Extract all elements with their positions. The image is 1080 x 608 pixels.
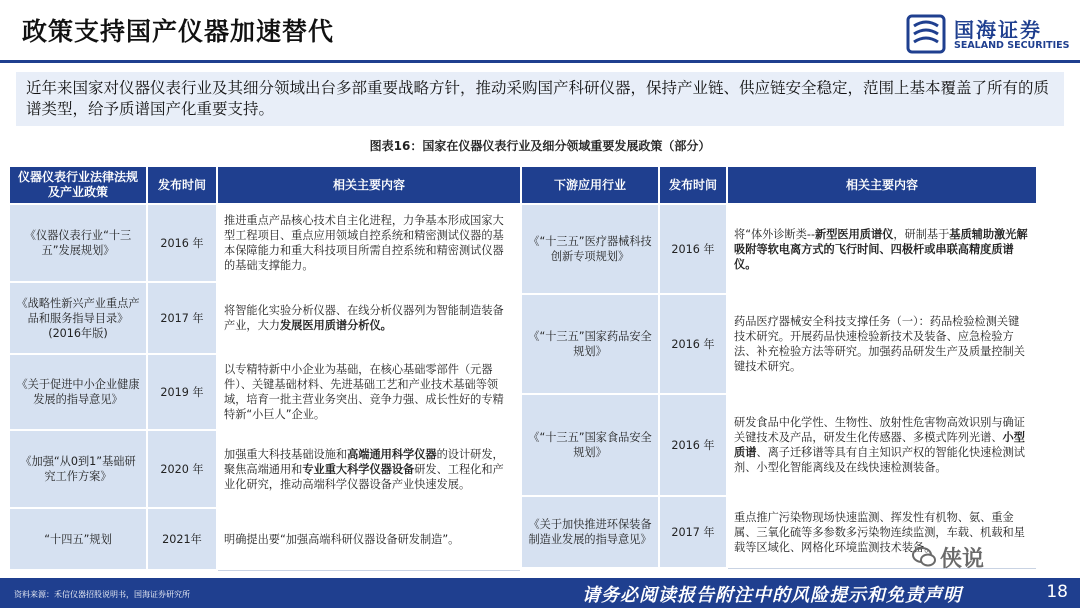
disclaimer-text: 请务必阅读报告附注中的风险提示和免责声明 bbox=[582, 585, 962, 606]
right-policy-cell: 《“十三五”国家药品安全规划》 bbox=[521, 294, 659, 394]
footer-bar bbox=[0, 578, 1080, 608]
content-text: 明确提出要“加强高端科研仪器设备研发制造”。 bbox=[224, 532, 460, 546]
right-policy-cell: 《“十三五”国家食品安全规划》 bbox=[521, 394, 659, 496]
brand-logo bbox=[906, 14, 1070, 58]
left-row bbox=[9, 204, 521, 282]
left-policy-cell: 《关于促进中小企业健康发展的指导意见》 bbox=[9, 354, 147, 430]
left-content-cell bbox=[217, 508, 521, 570]
intro-box bbox=[16, 72, 1064, 126]
left-header-date: 发布时间 bbox=[147, 166, 217, 204]
left-policy-cell: 《加强“从0到1”基础研究工作方案》 bbox=[9, 430, 147, 508]
left-date-cell: 2021年 bbox=[147, 508, 217, 570]
right-date-cell: 2016 年 bbox=[659, 204, 727, 294]
right-content-cell bbox=[727, 496, 1037, 568]
right-date-cell: 2016 年 bbox=[659, 394, 727, 496]
content-highlight: 基质辅助激光解吸附等软电离方式的飞行时间、四极杆或串联高精度质谱仪。 bbox=[734, 227, 1028, 271]
left-row bbox=[9, 430, 521, 508]
left-policy-cell: 《战略性新兴产业重点产品和服务指导目录》(2016年版) bbox=[9, 282, 147, 354]
left-policy-table bbox=[8, 165, 522, 571]
content-text: 加强重大科技基础设施和 bbox=[224, 447, 348, 461]
logo-en-text: SEALAND SECURITIES bbox=[954, 40, 1070, 51]
left-content-cell bbox=[217, 354, 521, 430]
content-text: 推进重点产品核心技术自主化进程，力争基本形成国家大型工程项目、重点应用领域自控系统和精密测试仪器的基本保障能力和重大科技项目所需自控系统和精密测试仪器的基础支撑能力。 bbox=[224, 214, 504, 272]
left-date-cell: 2019 年 bbox=[147, 354, 217, 430]
content-text: 将智能化实验分析仪器、在线分析仪器列为智能制造装备产业，大力 bbox=[224, 304, 504, 332]
left-header-content: 相关主要内容 bbox=[217, 166, 521, 204]
left-header-policy: 仪器仪表行业法律法规及产业政策 bbox=[9, 166, 147, 204]
right-row bbox=[521, 204, 1037, 294]
content-text: 研发食品中化学性、生物性、放射性危害物高效识别与确证关键技术及产品，研发生化传感器、多模式阵列光谱、 bbox=[734, 416, 1025, 444]
left-date-cell: 2017 年 bbox=[147, 282, 217, 354]
logo-cn-text: 国海证券 bbox=[954, 18, 1042, 42]
content-text: ，研制基于 bbox=[893, 227, 950, 241]
left-content-cell bbox=[217, 204, 521, 282]
left-policy-cell: “十四五”规划 bbox=[9, 508, 147, 570]
left-content-cell bbox=[217, 282, 521, 354]
content-text: 将“体外诊断类-- bbox=[734, 227, 815, 241]
page-number: 18 bbox=[1046, 582, 1068, 602]
content-text: 药品医疗器械安全科技支撑任务（一）：药品检验检测关键技术研究。开展药品快速检验新技术及装备、应急检验方法、补充检验方法等研究。加强药品研发生产及质量控制关键技术研究。 bbox=[734, 315, 1025, 373]
content-highlight: 发展医用质谱分析仪。 bbox=[279, 319, 392, 332]
watermark-text: 侠说 bbox=[940, 547, 985, 572]
table-caption: 图表16：国家在仪器仪表行业及细分领域重要发展政策（部分） bbox=[369, 139, 711, 153]
right-policy-table bbox=[520, 165, 1038, 569]
content-highlight: 小型质谱 bbox=[734, 431, 1025, 459]
content-highlight: 高端通用科学仪器 bbox=[347, 447, 437, 461]
left-content-cell bbox=[217, 430, 521, 508]
sealand-logo-icon bbox=[906, 14, 946, 54]
right-policy-cell: 《“十三五”医疗器械科技创新专项规划》 bbox=[521, 204, 659, 294]
content-text: 、离子迁移谱等具有自主知识产权的智能化快速检测试剂、小型化智能离线及在线快速检测装备。 bbox=[734, 446, 1025, 474]
right-date-cell: 2016 年 bbox=[659, 294, 727, 394]
left-row bbox=[9, 508, 521, 570]
content-highlight: 专业重大科学仪器设备 bbox=[302, 462, 415, 476]
right-header-content: 相关主要内容 bbox=[727, 166, 1037, 204]
left-date-cell: 2020 年 bbox=[147, 430, 217, 508]
right-row bbox=[521, 394, 1037, 496]
left-policy-cell: 《仪器仪表行业“十三五”发展规划》 bbox=[9, 204, 147, 282]
content-highlight: 新型医用质谱仪 bbox=[815, 227, 894, 241]
header-divider bbox=[0, 60, 1080, 63]
intro-text: 近年来国家对仪器仪表行业及其细分领域出台多部重要战略方针，推动采购国产科研仪器，保持产业链、供应链安全稳定，范围上基本覆盖了所有的质谱类型，给予质谱国产化重要支持。 bbox=[26, 79, 1050, 118]
right-header-industry: 下游应用行业 bbox=[521, 166, 659, 204]
right-content-cell bbox=[727, 394, 1037, 496]
page-title: 政策支持国产仪器加速替代 bbox=[22, 17, 335, 46]
content-text: 以专精特新中小企业为基础，在核心基础零部件（元器件）、关键基础材料、先进基础工艺和产业技术基础等领域，培育一批主营业务突出、竞争力强、成长性好的专精特新“小巨人”企业。 bbox=[224, 363, 504, 421]
content-text: 的设计研发，聚焦高端通用和 bbox=[224, 447, 504, 476]
left-row bbox=[9, 282, 521, 354]
chat-bubble-icon bbox=[912, 546, 936, 568]
content-text: 重点推广污染物现场快速监测、挥发性有机物、氨、重金属、三氧化硫等多参数多污染物连续监测，车载、机载和星载等区域化、网格化环境监测技术装备。 bbox=[734, 510, 1025, 554]
left-date-cell: 2016 年 bbox=[147, 204, 217, 282]
left-row bbox=[9, 354, 521, 430]
right-date-cell: 2017 年 bbox=[659, 496, 727, 568]
right-header-date: 发布时间 bbox=[659, 166, 727, 204]
right-content-cell bbox=[727, 204, 1037, 294]
right-policy-cell: 《关于加快推进环保装备制造业发展的指导意见》 bbox=[521, 496, 659, 568]
right-row bbox=[521, 294, 1037, 394]
content-text: 研发、工程化和产业化研究，推动高端科学仪器设备产业快速发展。 bbox=[224, 462, 504, 491]
right-content-cell bbox=[727, 294, 1037, 394]
source-note: 资料来源：禾信仪器招股说明书，国海证券研究所 bbox=[14, 590, 190, 599]
